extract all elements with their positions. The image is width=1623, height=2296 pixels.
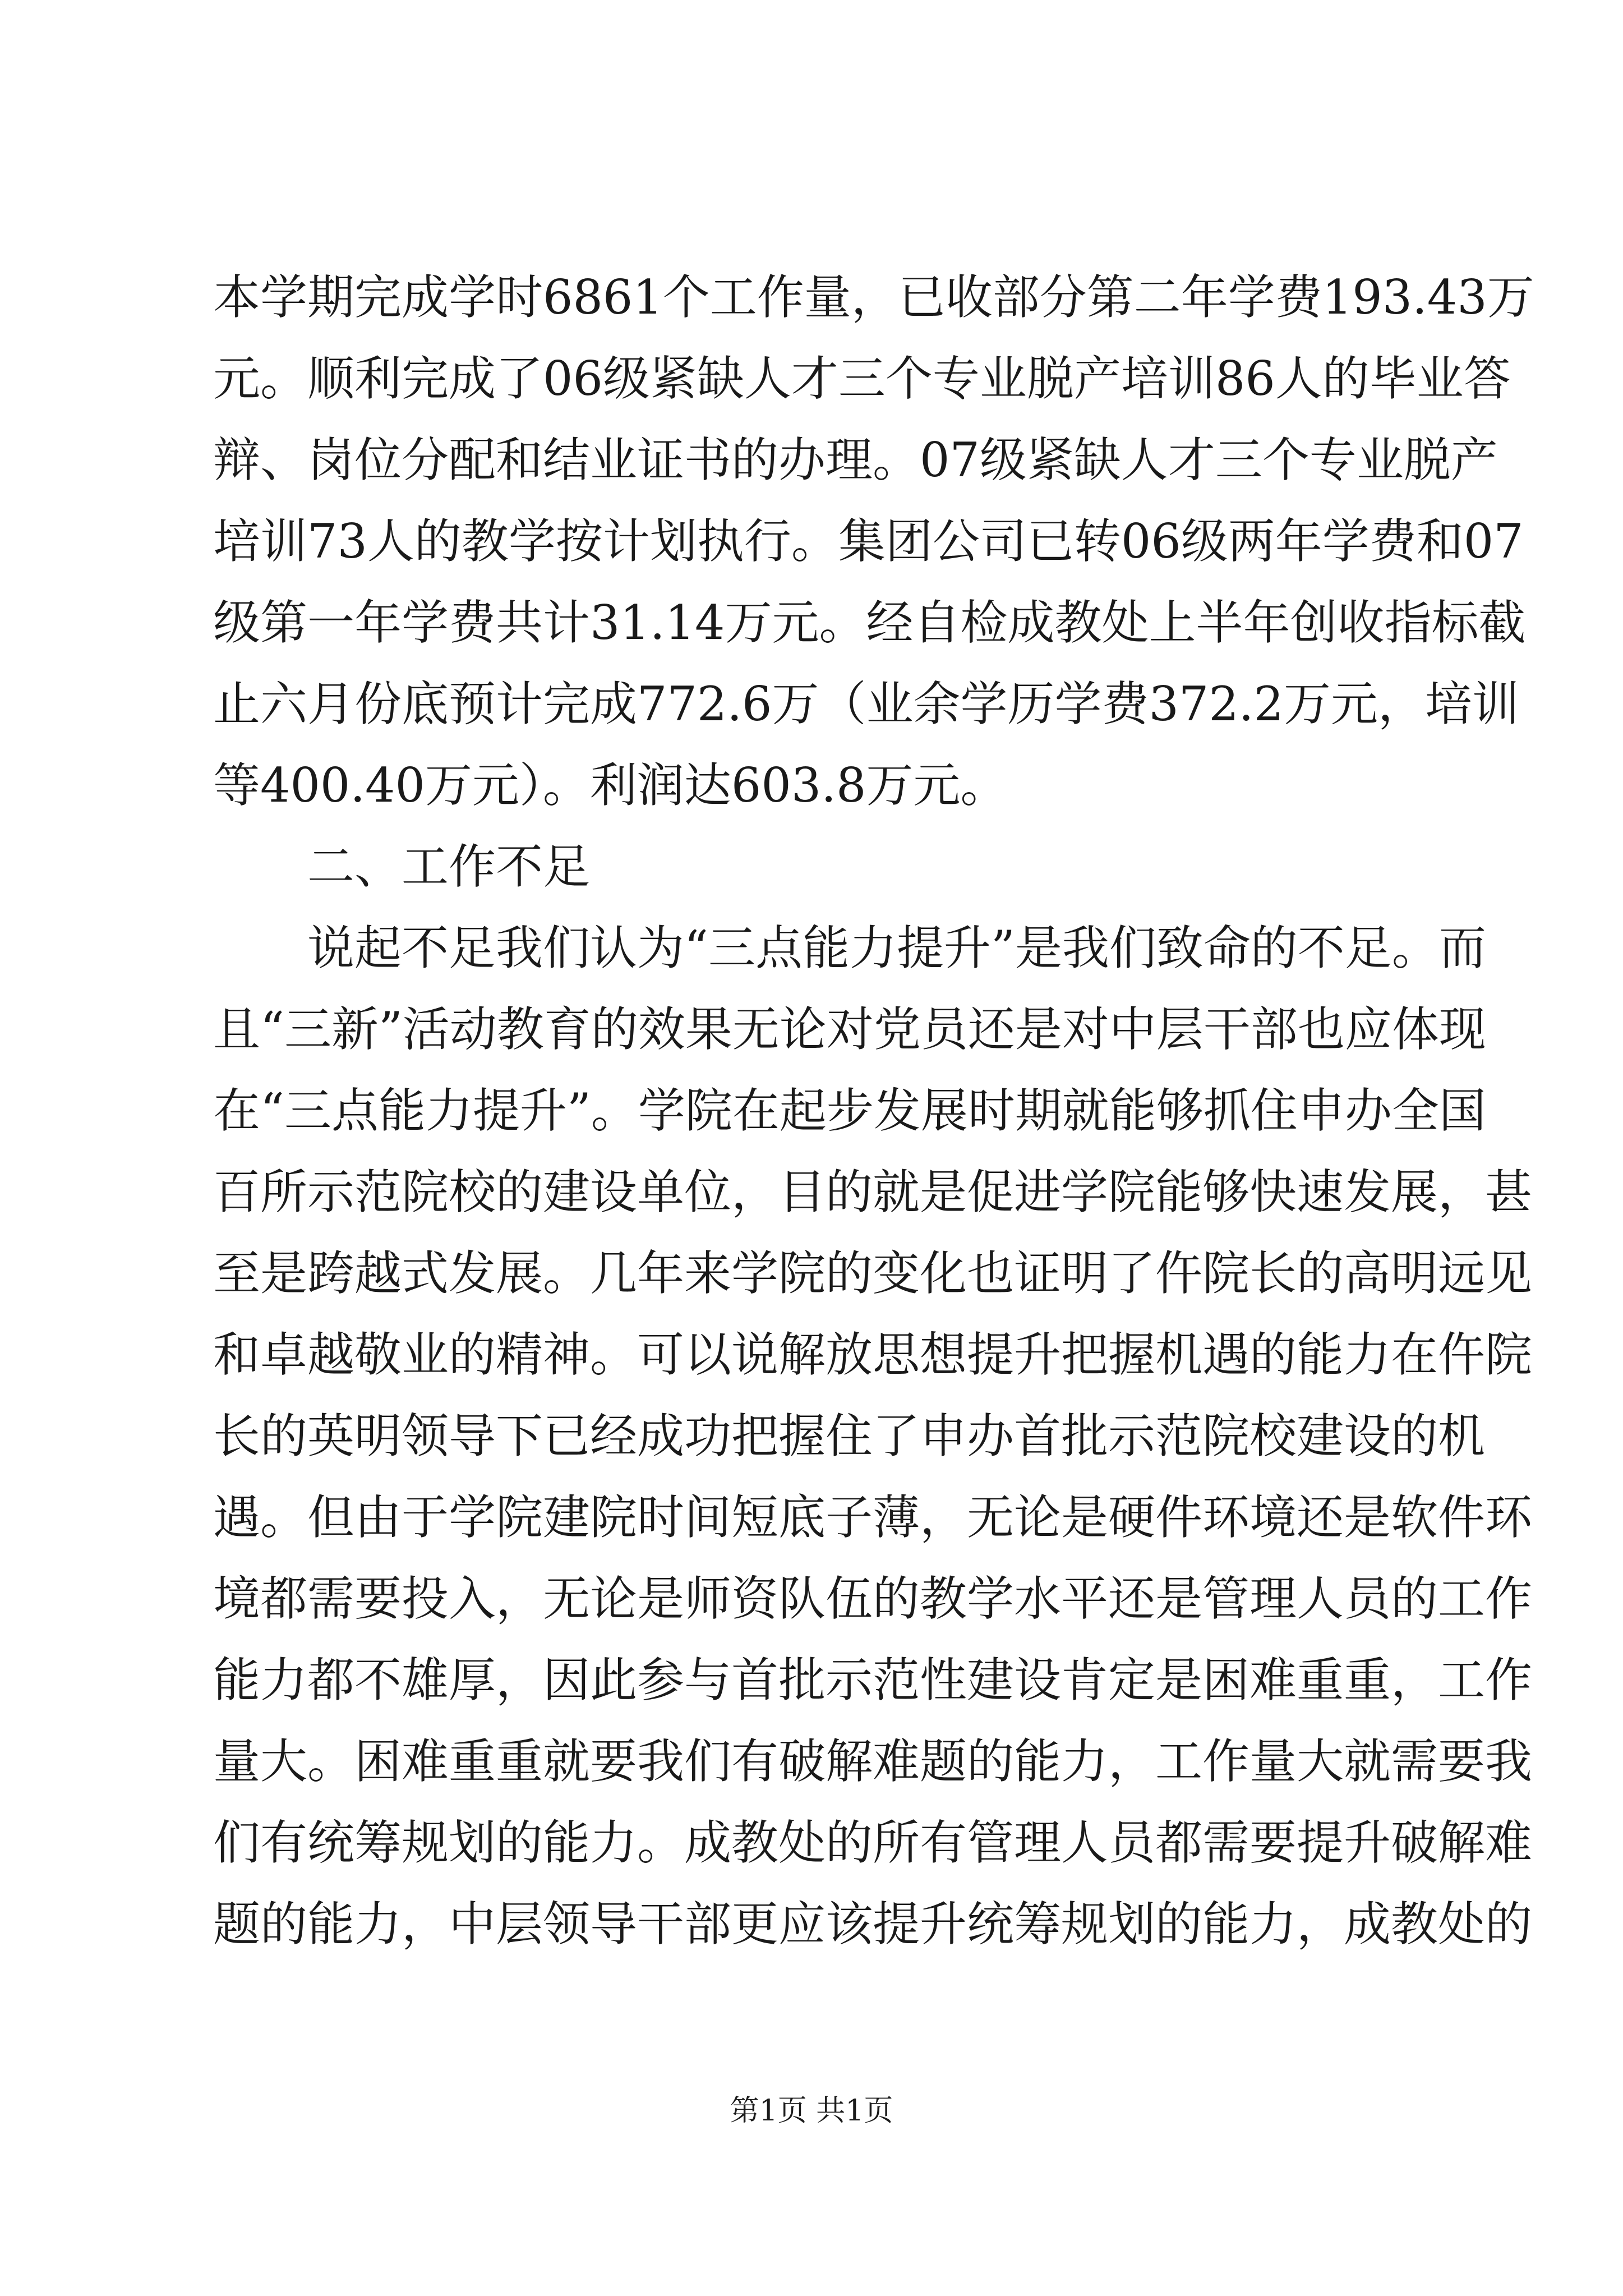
page-number-footer: 第1页 共1页 (730, 2094, 893, 2128)
paragraph-line: 题的能力，中层领导干部更应该提升统筹规划的能力，成教处的 (213, 1897, 1533, 1952)
paragraph-line: 说起不足我们认为“三点能力提升”是我们致命的不足。而 (307, 921, 1486, 976)
paragraph-line: 至是跨越式发展。几年来学院的变化也证明了仵院长的高明远见 (213, 1246, 1533, 1301)
paragraph-line: 遇。但由于学院建院时间短底子薄，无论是硬件环境还是软件环 (213, 1490, 1533, 1545)
paragraph-line: 和卓越敬业的精神。可以说解放思想提升把握机遇的能力在仵院 (213, 1327, 1533, 1382)
paragraph-line: 培训73人的教学按计划执行。集团公司已转06级两年学费和07 (213, 514, 1524, 569)
paragraph-line: 境都需要投入，无论是师资队伍的教学水平还是管理人员的工作 (213, 1571, 1533, 1626)
paragraph-line: 元。顺利完成了06级紧缺人才三个专业脱产培训86人的毕业答 (213, 351, 1511, 406)
paragraph-line: 能力都不雄厚，因此参与首批示范性建设肯定是困难重重，工作 (213, 1653, 1533, 1708)
paragraph-line: 百所示范院校的建设单位，目的就是促进学院能够快速发展，甚 (213, 1165, 1533, 1220)
paragraph-line: 量大。困难重重就要我们有破解难题的能力，工作量大就需要我 (213, 1734, 1533, 1789)
paragraph-line: 在“三点能力提升”。学院在起步发展时期就能够抓住申办全国 (213, 1083, 1486, 1138)
paragraph-line: 辩、岗位分配和结业证书的办理。07级紧缺人才三个专业脱产 (213, 432, 1498, 487)
paragraph-line: 止六月份底预计完成772.6万（业余学历学费372.2万元，培训 (213, 677, 1519, 731)
paragraph-line: 且“三新”活动教育的效果无论对党员还是对中层干部也应体现 (213, 1002, 1486, 1057)
paragraph-line: 本学期完成学时6861个工作量，已收部分第二年学费193.43万 (213, 270, 1534, 325)
paragraph-line: 们有统筹规划的能力。成教处的所有管理人员都需要提升破解难 (213, 1815, 1533, 1870)
paragraph-line: 长的英明领导下已经成功把握住了申办首批示范院校建设的机 (213, 1409, 1486, 1464)
paragraph-line: 等400.40万元）。利润达603.8万元。 (213, 758, 1008, 813)
paragraph-line: 级第一年学费共计31.14万元。经自检成教处上半年创收指标截 (213, 595, 1526, 650)
section-heading: 二、工作不足 (307, 839, 591, 894)
